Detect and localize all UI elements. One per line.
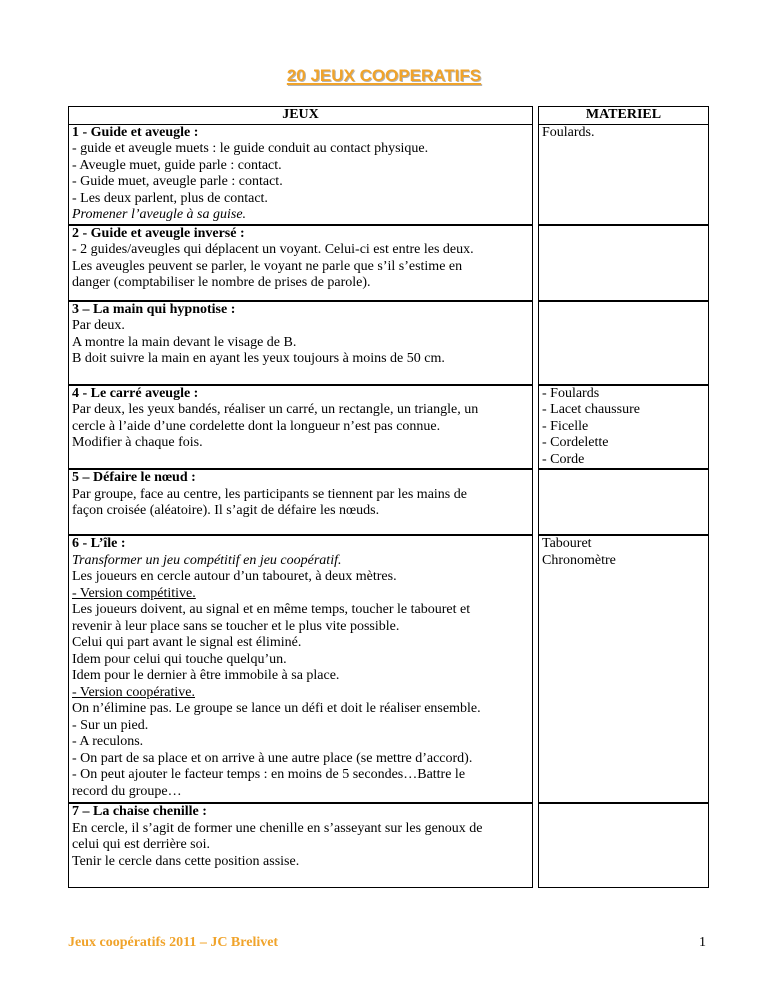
game-description-line: - Version coopérative.	[72, 684, 195, 700]
material-item: - Lacet chaussure	[542, 402, 640, 417]
game-cell	[69, 124, 533, 225]
game-title: 3 – La main qui hypnotise :	[72, 301, 236, 317]
game-description-line: Modifier à chaque fois.	[72, 435, 203, 450]
column-header-material: MATERIEL	[539, 107, 709, 125]
game-description-line: - A reculons.	[72, 734, 144, 749]
game-description-line: Les aveugles peuvent se parler, le voyant ne parle que s’il s’estime en	[72, 258, 463, 274]
game-title: 2 - Guide et aveugle inversé :	[72, 225, 245, 241]
material-item: Foulards.	[542, 124, 595, 140]
game-description-line: Par deux, les yeux bandés, réaliser un carré, un rectangle, un triangle, un	[72, 402, 479, 417]
game-row	[69, 385, 709, 470]
game-description-line: Idem pour celui qui touche quelqu’un.	[72, 651, 287, 667]
game-cell	[69, 803, 533, 887]
game-description-line: Promener l’aveugle à sa guise.	[72, 207, 247, 222]
game-description-line: - Sur un pied.	[72, 717, 149, 733]
game-description-line: En cercle, il s’agit de former une chenille en s’asseyant sur les genoux de	[72, 820, 483, 836]
material-cell	[539, 469, 709, 535]
game-description-line: danger (comptabiliser le nombre de prises de parole).	[72, 275, 371, 290]
game-description-line: - Guide muet, aveugle parle : contact.	[72, 174, 283, 189]
game-description-line: Par groupe, face au centre, les participants se tiennent par les mains de	[72, 486, 467, 502]
table-header-row	[69, 107, 709, 125]
game-description-line: A montre la main devant le visage de B.	[72, 334, 297, 350]
game-description-line: cercle à l’aide d’une cordelette dont la longueur n’est pas connue.	[72, 418, 441, 434]
game-title: 4 - Le carré aveugle :	[72, 385, 199, 401]
game-row	[69, 535, 709, 803]
game-cell	[69, 385, 533, 470]
material-cell	[539, 124, 709, 225]
material-cell	[539, 535, 709, 803]
game-title: 7 – La chaise chenille :	[72, 804, 207, 819]
game-description-line: - On peut ajouter le facteur temps : en moins de 5 secondes…Battre le	[72, 767, 466, 782]
game-description-line: celui qui est derrière soi.	[72, 837, 211, 852]
game-description-line: record du groupe…	[72, 783, 182, 799]
material-item: - Cordelette	[542, 435, 609, 450]
material-item: - Foulards	[542, 385, 600, 401]
game-description-line: Idem pour le dernier à être immobile à sa place.	[72, 668, 340, 683]
game-description-line: On n’élimine pas. Le groupe se lance un défi et doit le réaliser ensemble.	[72, 701, 481, 716]
material-cell	[539, 301, 709, 385]
game-row	[69, 124, 709, 225]
game-description-line: Par deux.	[72, 318, 125, 333]
material-cell	[539, 385, 709, 470]
game-description-line: - 2 guides/aveugles qui déplacent un voyant. Celui-ci est entre les deux.	[72, 242, 474, 257]
footer-text: Jeux coopératifs 2011 – JC Brelivet	[68, 935, 279, 950]
game-row	[69, 301, 709, 385]
material-item: - Ficelle	[542, 418, 589, 434]
game-description-line: B doit suivre la main en ayant les yeux toujours à moins de 50 cm.	[72, 351, 445, 366]
material-item: Tabouret	[542, 536, 592, 551]
game-row	[69, 469, 709, 535]
game-description-line: Celui qui part avant le signal est éliminé.	[72, 635, 302, 650]
game-cell	[69, 535, 533, 803]
game-title: 5 – Défaire le nœud :	[72, 470, 196, 485]
game-description-line: - Les deux parlent, plus de contact.	[72, 190, 268, 206]
game-description-line: - On part de sa place et on arrive à une autre place (se mettre d’accord).	[72, 750, 473, 766]
game-description-line: - Aveugle muet, guide parle : contact.	[72, 157, 282, 173]
game-title: 1 - Guide et aveugle :	[72, 124, 199, 140]
game-description-line: Les joueurs en cercle autour d’un tabouret, à deux mètres.	[72, 569, 397, 584]
game-row	[69, 225, 709, 301]
page-number: 1	[699, 935, 706, 950]
game-description-line: Tenir le cercle dans cette position assise.	[72, 853, 300, 869]
material-cell	[539, 225, 709, 301]
game-row	[69, 803, 709, 887]
game-title: 6 - L’île :	[72, 536, 126, 551]
game-description-line: - guide et aveugle muets : le guide conduit au contact physique.	[72, 141, 429, 156]
game-cell	[69, 301, 533, 385]
column-header-games: JEUX	[69, 107, 533, 125]
game-cell	[69, 469, 533, 535]
games-table	[68, 106, 709, 888]
game-cell	[69, 225, 533, 301]
game-description-line: Les joueurs doivent, au signal et en même temps, toucher le tabouret et	[72, 602, 471, 617]
game-description-line: façon croisée (aléatoire). Il s’agit de défaire les nœuds.	[72, 503, 380, 518]
material-cell	[539, 803, 709, 887]
material-item: - Corde	[542, 451, 585, 467]
game-description-line: Transformer un jeu compétitif en jeu coopératif.	[72, 552, 342, 568]
material-item: Chronomètre	[542, 552, 616, 568]
game-description-line: - Version compétitive.	[72, 585, 196, 601]
page-title: 20 JEUX COOPERATIFS	[286, 66, 482, 85]
game-description-line: revenir à leur place sans se toucher et le plus vite possible.	[72, 618, 400, 634]
